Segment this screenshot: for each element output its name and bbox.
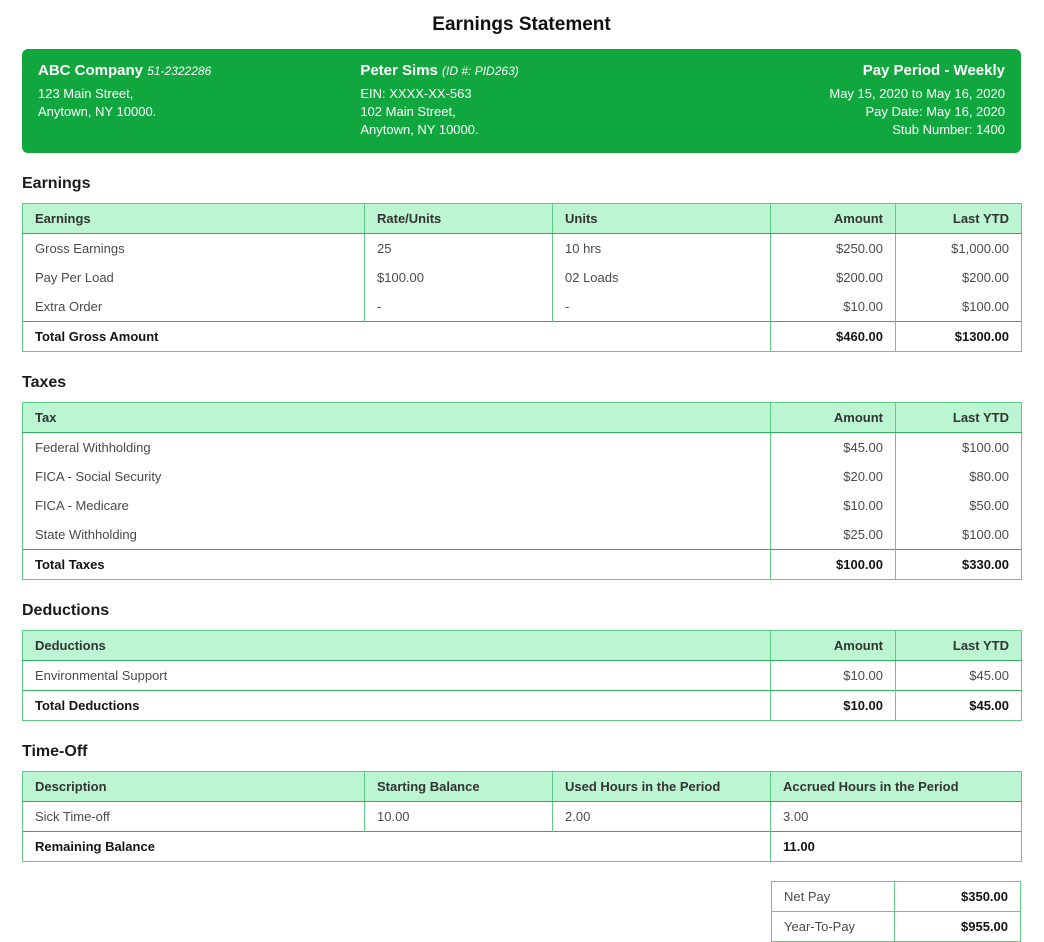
header-row (23, 772, 1022, 802)
column-header: Amount (771, 403, 896, 433)
cell: $80.00 (896, 462, 1022, 491)
pay-date: Pay Date: May 16, 2020 (865, 104, 1005, 119)
cell: $100.00 (365, 263, 553, 292)
total-value: $1300.00 (896, 322, 1022, 352)
employee-name: Peter Sims (360, 62, 438, 79)
cell: Sick Time-off (23, 802, 365, 832)
cell: Environmental Support (23, 661, 771, 691)
column-header: Last YTD (896, 403, 1022, 433)
cell: $10.00 (771, 661, 896, 691)
column-header: Starting Balance (365, 772, 553, 802)
cell: 02 Loads (553, 263, 771, 292)
column-header: Tax (23, 403, 771, 433)
cell: $20.00 (771, 462, 896, 491)
cell: $10.00 (771, 491, 896, 520)
total-row (23, 322, 1022, 352)
cell: $10.00 (771, 292, 896, 322)
cell: $45.00 (771, 433, 896, 463)
page-title: Earnings Statement (432, 14, 611, 35)
cell: Gross Earnings (23, 234, 365, 264)
cell: State Withholding (23, 520, 771, 550)
total-label: Total Deductions (23, 691, 771, 721)
cell: $250.00 (771, 234, 896, 264)
column-header: Earnings (23, 204, 365, 234)
cell: $100.00 (896, 292, 1022, 322)
total-row (23, 550, 1022, 580)
cell: Pay Per Load (23, 263, 365, 292)
column-header: Description (23, 772, 365, 802)
company-name: ABC Company (38, 62, 144, 79)
pay-period-info (683, 62, 1005, 139)
total-value: $100.00 (771, 550, 896, 580)
cell: $50.00 (896, 491, 1022, 520)
cell: $200.00 (896, 263, 1022, 292)
employee-info (360, 62, 682, 139)
header-row (23, 631, 1022, 661)
column-header: Amount (771, 631, 896, 661)
table-row (772, 882, 1021, 912)
column-header: Units (553, 204, 771, 234)
column-header: Last YTD (896, 204, 1022, 234)
cell: FICA - Medicare (23, 491, 771, 520)
employee-address-line1: 102 Main Street, (360, 104, 456, 119)
company-name-row (38, 62, 360, 80)
table-row (23, 520, 1022, 550)
total-label: Remaining Balance (23, 832, 771, 862)
cell: Net Pay (772, 882, 895, 912)
cell: $350.00 (895, 882, 1021, 912)
column-header: Amount (771, 204, 896, 234)
table-row (23, 462, 1022, 491)
pay-summary-table (771, 881, 1021, 942)
total-label: Total Taxes (23, 550, 771, 580)
section-heading-time-off: Time-Off (22, 743, 88, 760)
cell: $1,000.00 (896, 234, 1022, 264)
cell: 10 hrs (553, 234, 771, 264)
cell: 10.00 (365, 802, 553, 832)
total-value: $460.00 (771, 322, 896, 352)
cell: - (553, 292, 771, 322)
column-header: Deductions (23, 631, 771, 661)
table-row (23, 292, 1022, 322)
total-value: $330.00 (896, 550, 1022, 580)
table-row (772, 912, 1021, 942)
column-header: Accrued Hours in the Period (771, 772, 1022, 802)
cell: Federal Withholding (23, 433, 771, 463)
employee-ein: EIN: XXXX-XX-563 (360, 86, 472, 101)
table-row (23, 433, 1022, 463)
cell: $100.00 (896, 520, 1022, 550)
employee-address-line2: Anytown, NY 10000. (360, 122, 479, 137)
section-heading-taxes: Taxes (22, 374, 67, 391)
cell: $100.00 (896, 433, 1022, 463)
section-heading-earnings: Earnings (22, 175, 91, 192)
total-value: 11.00 (771, 832, 1022, 862)
column-header: Rate/Units (365, 204, 553, 234)
total-value: $10.00 (771, 691, 896, 721)
cell: 25 (365, 234, 553, 264)
time-off-table (22, 771, 1022, 862)
cell: $955.00 (895, 912, 1021, 942)
pay-period-range: May 15, 2020 to May 16, 2020 (829, 86, 1005, 101)
cell: $45.00 (896, 661, 1022, 691)
total-value: $45.00 (896, 691, 1022, 721)
header-banner (22, 49, 1021, 153)
cell: - (365, 292, 553, 322)
cell: Year-To-Pay (772, 912, 895, 942)
cell: $25.00 (771, 520, 896, 550)
header-row (23, 204, 1022, 234)
company-address-line1: 123 Main Street, (38, 86, 134, 101)
section-heading-deductions: Deductions (22, 602, 110, 619)
column-header: Used Hours in the Period (553, 772, 771, 802)
cell: $200.00 (771, 263, 896, 292)
company-reg-id: 51-2322286 (147, 64, 212, 78)
taxes-table (22, 402, 1022, 580)
total-row (23, 832, 1022, 862)
cell: Extra Order (23, 292, 365, 322)
company-address-line2: Anytown, NY 10000. (38, 104, 157, 119)
table-row (23, 491, 1022, 520)
stub-number: Stub Number: 1400 (892, 122, 1005, 137)
employee-name-row (360, 62, 682, 80)
deductions-table (22, 630, 1022, 721)
pay-summary (22, 881, 1021, 942)
cell: 2.00 (553, 802, 771, 832)
cell: 3.00 (771, 802, 1022, 832)
total-label: Total Gross Amount (23, 322, 771, 352)
total-row (23, 691, 1022, 721)
employee-id: (ID #: PID263) (442, 64, 519, 78)
table-row (23, 263, 1022, 292)
pay-period-title: Pay Period - Weekly (862, 62, 1005, 79)
cell: FICA - Social Security (23, 462, 771, 491)
table-row (23, 802, 1022, 832)
company-info (38, 62, 360, 139)
header-row (23, 403, 1022, 433)
column-header: Last YTD (896, 631, 1022, 661)
table-row (23, 234, 1022, 264)
earnings-table (22, 203, 1022, 352)
table-row (23, 661, 1022, 691)
